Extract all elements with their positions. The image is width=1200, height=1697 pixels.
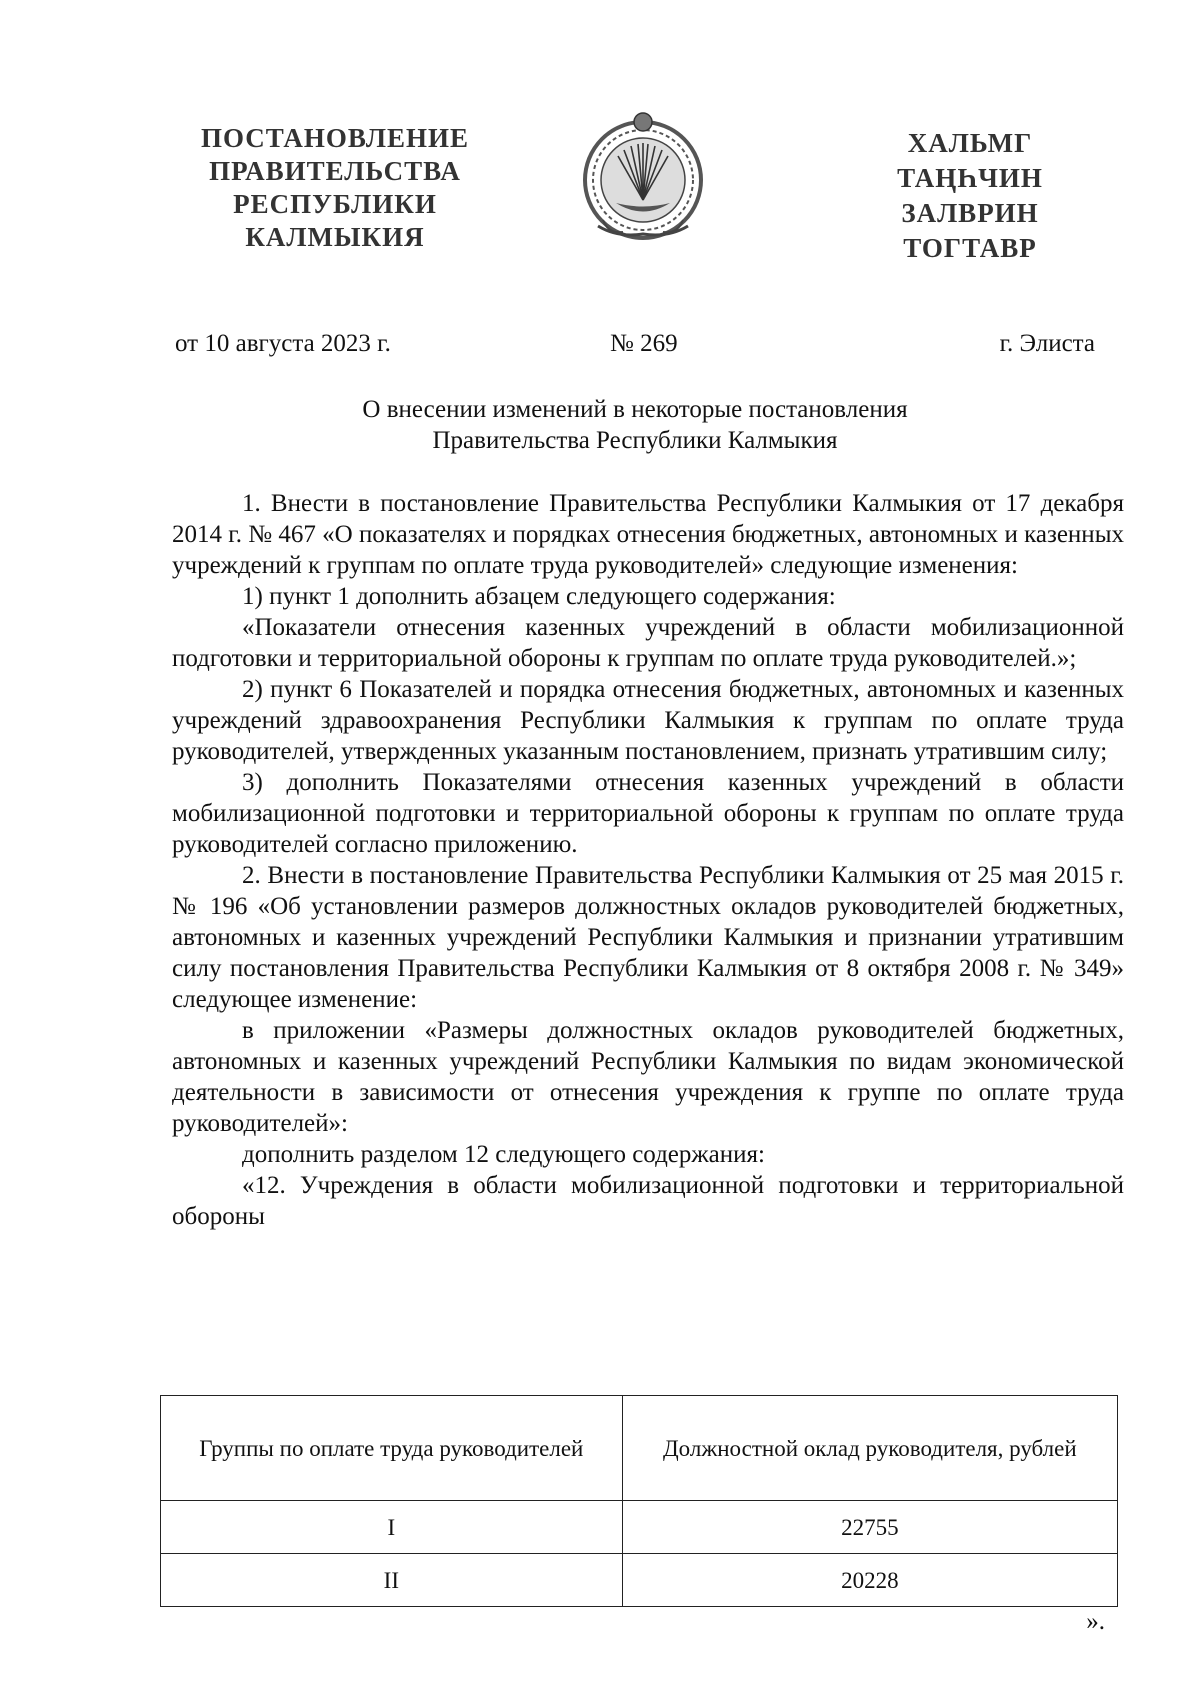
table-header-salary: Должностной оклад руководителя, рублей: [622, 1396, 1117, 1501]
closing-quote: ».: [1086, 1608, 1105, 1635]
table-cell-salary: 20228: [622, 1554, 1117, 1607]
paragraph-1-2: 2) пункт 6 Показателей и порядка отнесения бюджетных, автономных и казенных учреждений здравоохранения Республики Калмыкия к группам по оплате труда руководителей, утвержденных указанным постановлением, признать утратившим силу;: [172, 676, 1124, 765]
table-header-row: [161, 1396, 1118, 1501]
header-left-line: ПОСТАНОВЛЕНИЕ: [200, 123, 470, 153]
paragraph-1-1: 1) пункт 1 дополнить абзацем следующего содержания:: [242, 583, 836, 610]
document-body: [172, 488, 1124, 1232]
table-header-group: Группы по оплате труда руководителей: [161, 1396, 623, 1501]
header-right-title: [870, 126, 1070, 266]
paragraph-1-3: 3) дополнить Показателями отнесения казенных учреждений в области мобилизационной подготовки и территориальной обороны к группам по оплате труда руководителей согласно приложению.: [172, 769, 1124, 858]
table-cell-group: II: [161, 1554, 623, 1607]
paragraph-1-1-text: «Показатели отнесения казенных учреждений в области мобилизационной подготовки и территориальной обороны к группам по оплате труда руководителей.»;: [172, 614, 1124, 672]
header-right-line: ТАҢҺЧИН: [897, 163, 1043, 193]
document-date: от 10 августа 2023 г.: [175, 330, 391, 357]
header-right-line: ЗАЛВРИН: [901, 198, 1039, 228]
document-title: [175, 394, 1095, 456]
document-number: № 269: [610, 330, 678, 357]
header-left-line: РЕСПУБЛИКИ: [233, 189, 437, 219]
header-left-line: КАЛМЫКИЯ: [245, 222, 425, 252]
paragraph-2-text: в приложении «Размеры должностных окладов руководителей бюджетных, автономных и казенных учреждений Республики Калмыкия по видам экономической деятельности в зависимости от отнесения учреждения к группе по оплате труда руководителей»:: [172, 1017, 1124, 1137]
salary-table: [160, 1395, 1118, 1607]
header-left-line: ПРАВИТЕЛЬСТВА: [209, 156, 461, 186]
header-right-line: ХАЛЬМГ: [907, 128, 1033, 158]
paragraph-1: 1. Внести в постановление Правительства Республики Калмыкия от 17 декабря 2014 г. № 467 «О показателях и порядках отнесения бюджетных, автономных и казенных учреждений к группам по оплате труда руководителей» следующие изменения:: [172, 490, 1124, 579]
table-row: [161, 1501, 1118, 1554]
title-line: О внесении изменений в некоторые постановления: [362, 396, 908, 423]
paragraph-2: 2. Внести в постановление Правительства Республики Калмыкия от 25 мая 2015 г. № 196 «Об установлении размеров должностных окладов руководителей бюджетных, автономных и казенных учреждений Республики Калмыкия и признании утратившим силу постановления Правительства Республики Калмыкия от 8 октября 2008 г. № 349» следующее изменение:: [172, 862, 1124, 1013]
document-city: г. Элиста: [999, 330, 1095, 357]
coat-of-arms-icon: [578, 108, 708, 248]
title-line: Правительства Республики Калмыкия: [432, 427, 838, 454]
table-cell-salary: 22755: [622, 1501, 1117, 1554]
table-row: [161, 1554, 1118, 1607]
header-right-line: ТОГТАВР: [903, 233, 1037, 263]
table-cell-group: I: [161, 1501, 623, 1554]
header-left-title: [190, 122, 480, 254]
paragraph-2-add: дополнить разделом 12 следующего содержания:: [242, 1141, 765, 1168]
paragraph-section-12: «12. Учреждения в области мобилизационной подготовки и территориальной обороны: [172, 1172, 1124, 1230]
